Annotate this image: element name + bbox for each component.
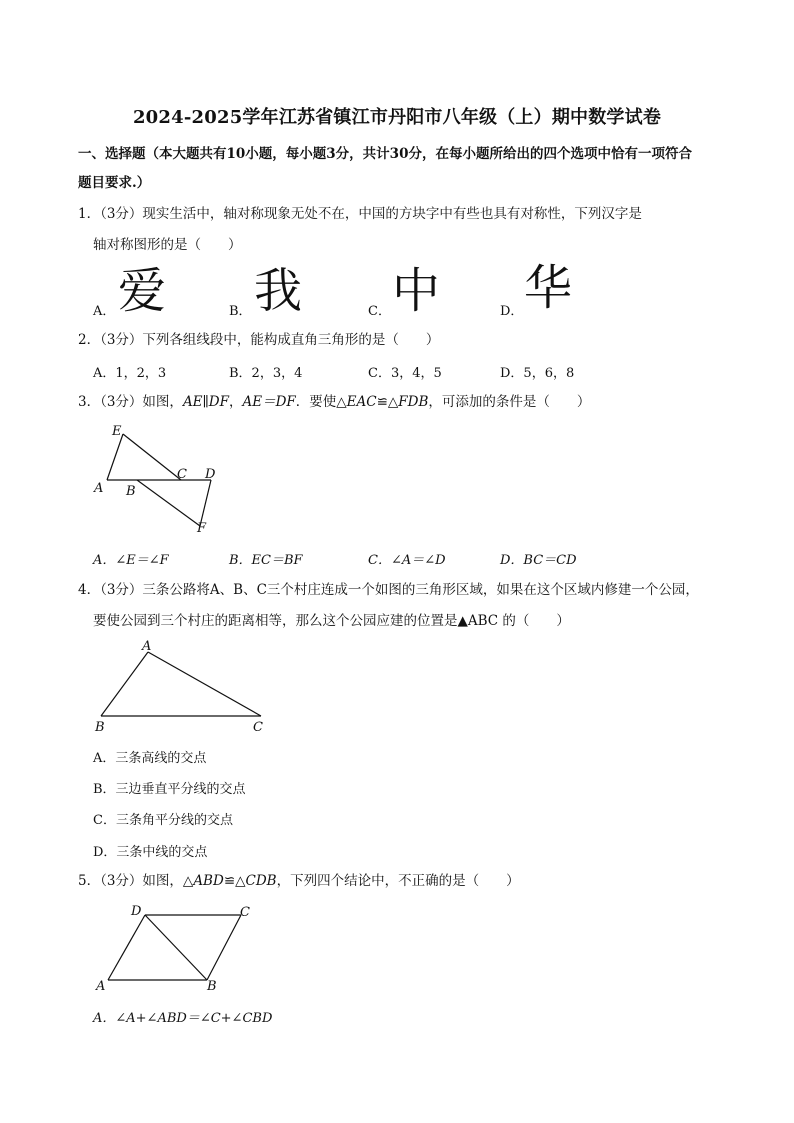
q5-label-b: B <box>207 979 217 994</box>
q2-option-b: B．2，3，4 <box>229 366 303 381</box>
q1-option-d-char: 华 <box>524 260 573 316</box>
q3-label-c: C <box>177 467 187 482</box>
q3-line-bf <box>137 480 200 526</box>
q4-option-b: B．三边垂直平分线的交点 <box>93 782 246 797</box>
q5-diagonal-db <box>145 915 207 980</box>
q3-option-c: C．∠A＝∠D <box>368 553 446 568</box>
q1-option-b-label: B． <box>229 304 252 319</box>
q5-tri2: CDB <box>245 873 277 889</box>
q4-label-c: C <box>253 720 263 735</box>
q2-option-d: D．5，6，8 <box>500 366 575 381</box>
q5-cong: ≌△ <box>223 873 246 889</box>
q1-stem-line1: 1．（3分）现实生活中，轴对称现象无处不在，中国的方块字中有些也具有对称性，下列汉字是 <box>78 206 642 222</box>
q1-option-a-label: A． <box>93 304 116 319</box>
q3-line-ec <box>123 434 181 480</box>
q4-side-ac <box>148 652 261 716</box>
q3-label-d: D <box>205 467 216 482</box>
q3-suffix: ，可添加的条件是（ ） <box>428 394 591 410</box>
q5-tri1: ABD <box>193 873 224 889</box>
q2-stem: 2．（3分）下列各组线段中，能构成直角三角形的是（ ） <box>78 332 440 348</box>
q1-option-b-char: 我 <box>254 263 303 319</box>
q3-label-a: A <box>94 481 104 496</box>
q3-mid: ．要使△ <box>295 394 347 410</box>
q3-tri1: EAC <box>346 394 377 410</box>
q5-suffix: ，下列四个结论中，不正确的是（ ） <box>276 873 520 889</box>
q4-side-ab <box>101 652 148 716</box>
q4-label-a: A <box>142 639 152 654</box>
q1-option-a-char: 爱 <box>118 263 167 319</box>
q3-label-e: E <box>112 424 122 439</box>
q3-tri2: FDB <box>398 394 429 410</box>
q2-option-c: C．3，4，5 <box>368 366 442 381</box>
q5-label-d: D <box>131 904 142 919</box>
q5-side-ad <box>108 915 145 980</box>
q5-option-a: A．∠A+∠ABD＝∠C+∠CBD <box>93 1011 273 1026</box>
q4-option-d: D．三条中线的交点 <box>93 845 208 860</box>
q3-cond1: AE∥DF <box>182 394 229 410</box>
q5-stem <box>78 872 520 890</box>
q2-option-a: A．1，2，3 <box>93 366 167 381</box>
page-title: 2024-2025学年江苏省镇江市丹阳市八年级（上）期中数学试卷 <box>132 107 662 128</box>
q1-option-c-char: 中 <box>392 263 441 319</box>
section-heading-line1: 一、选择题（本大题共有10小题，每小题3分，共计30分，在每小题所给出的四个选项中恰有一项符合 <box>78 146 692 162</box>
q3-option-a: A．∠E＝∠F <box>93 553 169 568</box>
q5-label-a: A <box>96 979 106 994</box>
q3-line-df <box>200 480 211 526</box>
q5-label-c: C <box>240 905 250 920</box>
q4-triangle-figure <box>85 636 275 736</box>
q3-line-ae <box>107 434 123 480</box>
q1-option-c-label: C． <box>368 304 391 319</box>
q3-sep: ， <box>228 394 243 410</box>
q4-option-a: A．三条高线的交点 <box>93 751 207 766</box>
q3-cong: ≌△ <box>376 394 399 410</box>
q3-option-b: B．EC＝BF <box>229 553 303 568</box>
q3-option-d: D．BC＝CD <box>500 553 577 568</box>
q1-stem-line2: 轴对称图形的是（ ） <box>93 237 242 253</box>
q4-option-c: C．三条角平分线的交点 <box>93 813 233 828</box>
q5-side-cb <box>207 915 241 980</box>
q3-figure <box>85 420 235 540</box>
q5-parallelogram-figure <box>90 900 270 995</box>
section-heading-line2: 题目要求.） <box>78 175 151 191</box>
q3-label-f: F <box>197 521 207 536</box>
q3-label-b: B <box>126 484 136 499</box>
q1-option-d-label: D． <box>500 304 524 319</box>
q3-stem <box>78 393 590 411</box>
q4-stem-line2: 要使公园到三个村庄的距离相等，那么这个公园应建的位置是▲ABC 的（ ） <box>93 613 570 629</box>
q5-stem-prefix: 5．（3分）如图，△ <box>78 873 194 889</box>
q3-stem-prefix: 3．（3分）如图， <box>78 394 183 410</box>
q4-stem-line1: 4．（3分）三条公路将A、B、C三个村庄连成一个如图的三角形区域，如果在这个区域内修建一个公园， <box>78 582 699 598</box>
q4-label-b: B <box>95 720 105 735</box>
q3-cond2: AE＝DF <box>242 394 296 410</box>
